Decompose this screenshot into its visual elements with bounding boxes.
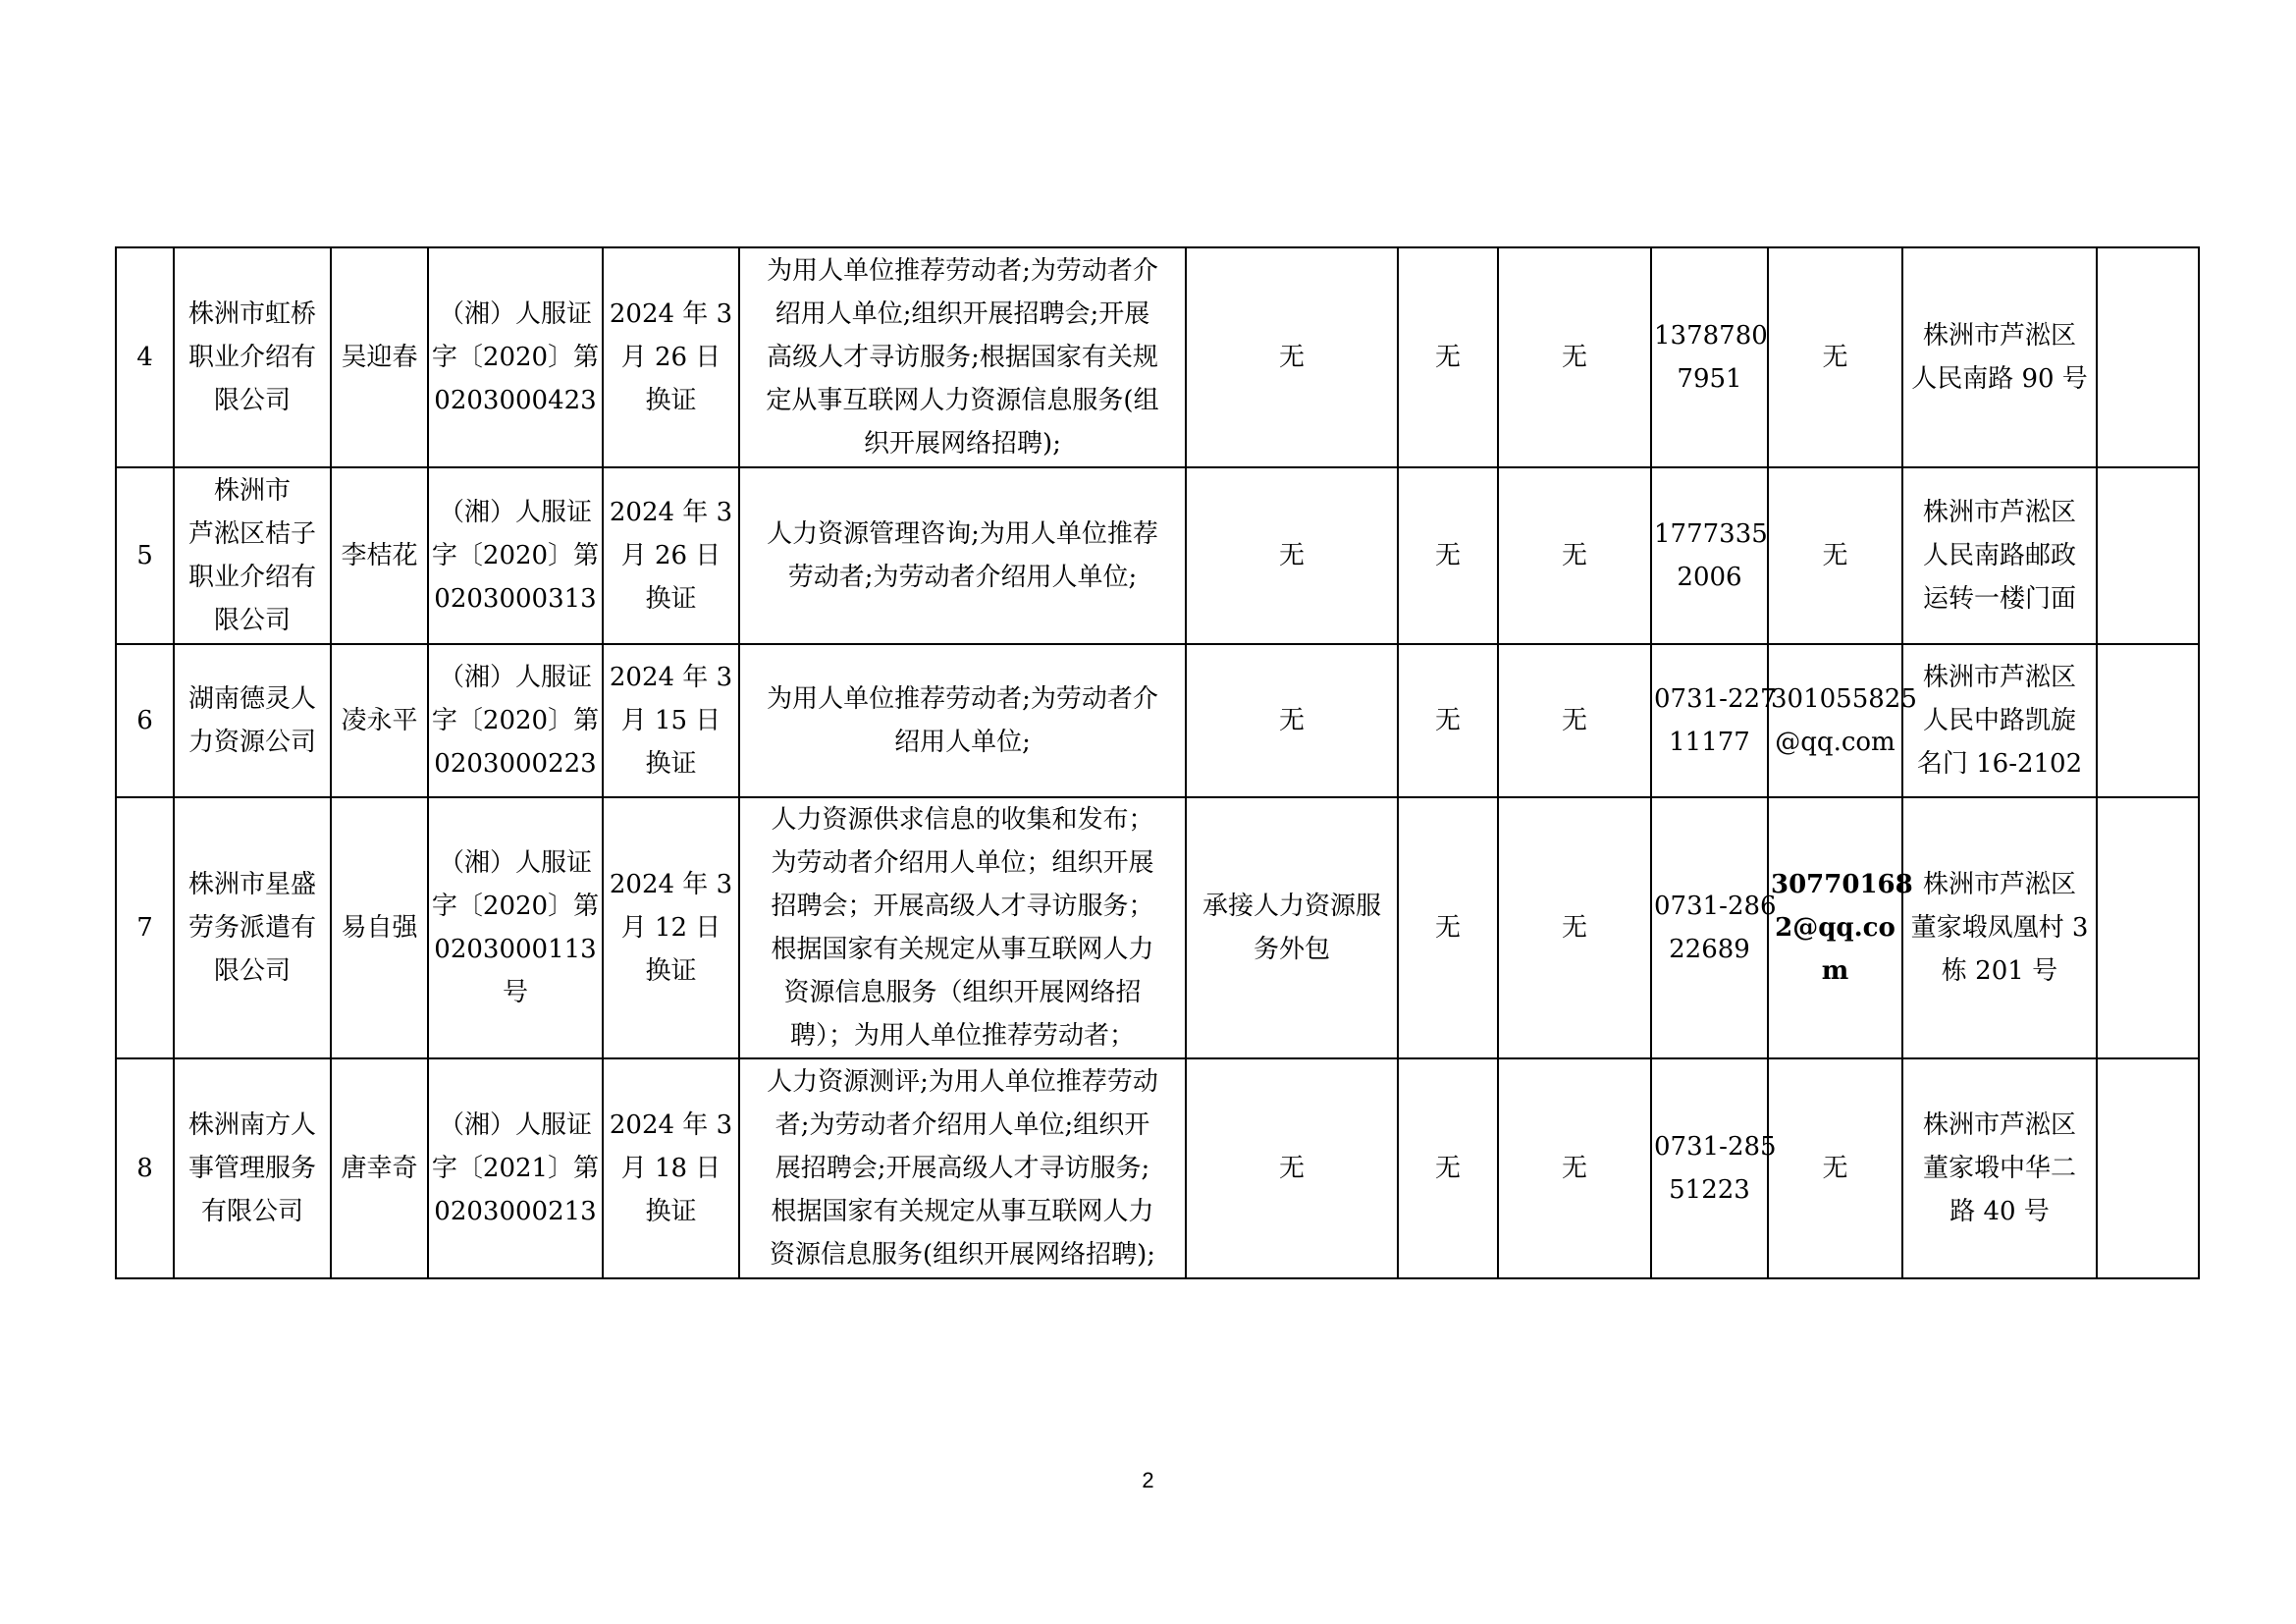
- cell-legal-representative: 易自强: [331, 797, 428, 1058]
- cell-company-name-line: 限公司: [213, 956, 291, 986]
- cell-license-number-line: 字〔2020〕第: [431, 343, 600, 372]
- cell-phone-line: 0731-227: [1654, 684, 1777, 714]
- cell-address-line: 人民南路邮政: [1922, 541, 2076, 570]
- cell-column-9: 无: [1498, 247, 1651, 467]
- cell-license-number-line: 字〔2020〕第: [431, 706, 600, 735]
- cell-company-name-line: 株洲市虹桥: [187, 299, 316, 329]
- cell-address-line: 人民中路凯旋: [1922, 706, 2076, 735]
- cell-other-services: [1186, 467, 1398, 644]
- cell-phone-line: 2006: [1677, 563, 1742, 592]
- cell-index: 7: [116, 797, 174, 1058]
- cell-index: 5: [116, 467, 174, 644]
- table-body: [116, 247, 2199, 1278]
- cell-change-date: [603, 797, 739, 1058]
- cell-company-name-line: 有限公司: [200, 1197, 303, 1226]
- cell-change-date-line: 换证: [645, 1197, 697, 1226]
- cell-company-name-line: 限公司: [213, 386, 291, 415]
- cell-email-line: 30770168: [1771, 870, 1913, 899]
- cell-license-number-line: 0203000423: [434, 386, 597, 415]
- cell-column-9: 无: [1498, 797, 1651, 1058]
- cell-license-number: [428, 644, 603, 797]
- cell-license-number-line: （湘）人服证: [438, 498, 592, 527]
- cell-other-services-line: 无: [1278, 541, 1305, 570]
- cell-business-scope-line: 者;为劳动者介绍用人单位;组织开: [774, 1110, 1150, 1140]
- cell-address-line: 栋 201 号: [1941, 956, 2058, 986]
- cell-company-name-line: 限公司: [213, 606, 291, 635]
- cell-remark: [2097, 1058, 2199, 1278]
- cell-company-name-line: 株洲南方人: [187, 1110, 316, 1140]
- cell-index: 4: [116, 247, 174, 467]
- cell-company-name-line: 湖南德灵人: [187, 684, 316, 714]
- cell-address-line: 株洲市芦淞区: [1922, 663, 2076, 692]
- cell-company-name-line: 劳务派遣有: [187, 913, 316, 943]
- cell-email: [1768, 797, 1913, 1058]
- cell-license-number-line: 0203000223: [434, 749, 597, 779]
- cell-license-number-line: 字〔2020〕第: [431, 892, 600, 921]
- cell-company-name-line: 芦淞区桔子: [187, 519, 316, 549]
- cell-index: 8: [116, 1058, 174, 1278]
- cell-email: [1768, 644, 1917, 797]
- cell-company-name-line: 事管理服务: [187, 1154, 316, 1183]
- cell-business-scope: [739, 797, 1186, 1058]
- cell-address-line: 株洲市芦淞区: [1922, 321, 2076, 351]
- cell-change-date-line: 换证: [645, 386, 697, 415]
- cell-business-scope-line: 人力资源供求信息的收集和发布；: [771, 805, 1154, 835]
- cell-legal-representative: 唐幸奇: [331, 1058, 428, 1278]
- cell-other-services: [1186, 1058, 1398, 1278]
- table-row: [116, 1058, 2199, 1278]
- cell-change-date-line: 2024 年 3: [609, 299, 733, 329]
- cell-business-scope-line: 织开展网络招聘);: [864, 429, 1061, 459]
- cell-phone-line: 1777335: [1654, 519, 1768, 549]
- cell-address: [1902, 467, 2097, 644]
- cell-change-date-line: 月 15 日: [620, 706, 721, 735]
- cell-index: 6: [116, 644, 174, 797]
- cell-phone: [1651, 644, 1777, 797]
- cell-other-services-line: 务外包: [1253, 935, 1330, 964]
- cell-license-number-line: 字〔2020〕第: [431, 541, 600, 570]
- cell-change-date: [603, 467, 739, 644]
- cell-phone: [1651, 1058, 1777, 1278]
- cell-company-name: [174, 797, 331, 1058]
- cell-other-services: [1186, 644, 1398, 797]
- cell-company-name-line: 职业介绍有: [187, 563, 316, 592]
- cell-business-scope: [739, 247, 1186, 467]
- cell-business-scope-line: 展招聘会;开展高级人才寻访服务;: [774, 1154, 1150, 1183]
- cell-address-line: 株洲市芦淞区: [1922, 498, 2076, 527]
- cell-business-scope-line: 根据国家有关规定从事互联网人力: [771, 935, 1154, 964]
- cell-company-name-line: 株洲市: [213, 476, 291, 506]
- cell-business-scope: [739, 644, 1186, 797]
- cell-change-date-line: 月 18 日: [620, 1154, 721, 1183]
- page-number: 2: [1142, 1468, 1154, 1492]
- cell-change-date-line: 换证: [645, 956, 697, 986]
- cell-email-line: 无: [1822, 1154, 1848, 1183]
- cell-remark: [2097, 644, 2199, 797]
- cell-email: [1768, 247, 1902, 467]
- cell-address-line: 株洲市芦淞区: [1922, 1110, 2076, 1140]
- table-row: [116, 644, 2199, 797]
- cell-license-number: [428, 1058, 603, 1278]
- cell-license-number-line: 字〔2021〕第: [431, 1154, 600, 1183]
- cell-legal-representative: 李桔花: [331, 467, 428, 644]
- agency-registry-table: [115, 246, 2200, 1279]
- cell-business-scope-line: 人力资源测评;为用人单位推荐劳动: [767, 1067, 1158, 1097]
- cell-other-services: [1186, 247, 1398, 467]
- cell-legal-representative: 凌永平: [331, 644, 428, 797]
- cell-phone: [1651, 467, 1768, 644]
- cell-company-name-line: 职业介绍有: [187, 343, 316, 372]
- cell-license-number: [428, 467, 603, 644]
- cell-change-date-line: 月 26 日: [620, 541, 721, 570]
- cell-remark: [2097, 467, 2199, 644]
- cell-phone-line: 7951: [1677, 364, 1742, 394]
- cell-column-8: 无: [1398, 797, 1498, 1058]
- cell-column-9: 无: [1498, 1058, 1651, 1278]
- cell-business-scope-line: 绍用人单位;: [894, 728, 1031, 757]
- cell-business-scope-line: 为用人单位推荐劳动者;为劳动者介: [767, 684, 1158, 714]
- cell-column-9: 无: [1498, 467, 1651, 644]
- cell-address-line: 董家塅中华二: [1922, 1154, 2076, 1183]
- cell-change-date: [603, 644, 739, 797]
- cell-business-scope-line: 高级人才寻访服务;根据国家有关规: [767, 343, 1158, 372]
- cell-business-scope-line: 资源信息服务(组织开展网络招聘);: [769, 1240, 1156, 1270]
- cell-change-date: [603, 247, 739, 467]
- cell-company-name: [174, 1058, 331, 1278]
- cell-change-date-line: 2024 年 3: [609, 663, 733, 692]
- cell-remark: [2097, 247, 2199, 467]
- cell-license-number-line: （湘）人服证: [438, 299, 592, 329]
- cell-change-date-line: 2024 年 3: [609, 498, 733, 527]
- cell-other-services: [1186, 797, 1398, 1058]
- cell-change-date-line: 月 26 日: [620, 343, 721, 372]
- cell-business-scope-line: 为劳动者介绍用人单位；组织开展: [771, 848, 1154, 878]
- cell-column-8: 无: [1398, 247, 1498, 467]
- cell-change-date-line: 月 12 日: [620, 913, 721, 943]
- cell-column-8: 无: [1398, 644, 1498, 797]
- cell-change-date-line: 2024 年 3: [609, 1110, 733, 1140]
- cell-company-name-line: 力资源公司: [187, 728, 316, 757]
- cell-license-number-line: （湘）人服证: [438, 1110, 592, 1140]
- cell-company-name: [174, 644, 331, 797]
- cell-business-scope-line: 定从事互联网人力资源信息服务(组: [766, 386, 1159, 415]
- cell-address: [1902, 644, 2097, 797]
- cell-column-8: 无: [1398, 1058, 1498, 1278]
- cell-email: [1768, 1058, 1902, 1278]
- cell-email: [1768, 467, 1902, 644]
- cell-change-date-line: 换证: [645, 749, 697, 779]
- cell-license-number-line: 号: [502, 978, 528, 1007]
- cell-address: [1902, 247, 2097, 467]
- cell-license-number-line: （湘）人服证: [438, 663, 592, 692]
- cell-address-line: 董家塅凤凰村 3: [1910, 913, 2089, 943]
- cell-license-number-line: 0203000313: [434, 584, 597, 614]
- cell-license-number-line: 0203000113: [434, 935, 597, 964]
- cell-phone: [1651, 247, 1768, 467]
- cell-business-scope-line: 为用人单位推荐劳动者;为劳动者介: [767, 256, 1158, 286]
- cell-company-name-line: 株洲市星盛: [187, 870, 316, 899]
- cell-license-number: [428, 247, 603, 467]
- cell-email-line: 无: [1822, 343, 1848, 372]
- cell-column-8: 无: [1398, 467, 1498, 644]
- cell-remark: [2097, 797, 2199, 1058]
- cell-company-name: [174, 247, 331, 467]
- cell-company-name: [174, 467, 331, 644]
- cell-business-scope: [739, 467, 1186, 644]
- cell-change-date: [603, 1058, 739, 1278]
- table-row: [116, 797, 2199, 1058]
- cell-email-line: 301055825: [1771, 684, 1917, 714]
- cell-business-scope-line: 根据国家有关规定从事互联网人力: [771, 1197, 1154, 1226]
- cell-license-number-line: 0203000213: [434, 1197, 597, 1226]
- cell-phone-line: 22689: [1669, 935, 1750, 964]
- cell-business-scope-line: 招聘会；开展高级人才寻访服务；: [771, 892, 1154, 921]
- cell-address-line: 株洲市芦淞区: [1922, 870, 2076, 899]
- cell-address-line: 运转一楼门面: [1922, 584, 2076, 614]
- cell-business-scope-line: 人力资源管理咨询;为用人单位推荐: [767, 519, 1158, 549]
- cell-phone-line: 0731-285: [1654, 1132, 1777, 1162]
- cell-column-9: 无: [1498, 644, 1651, 797]
- cell-business-scope-line: 聘）；为用人单位推荐劳动者；: [789, 1021, 1135, 1051]
- cell-address-line: 名门 16-2102: [1916, 749, 2083, 779]
- cell-other-services-line: 承接人力资源服: [1201, 892, 1381, 921]
- cell-business-scope-line: 绍用人单位;组织开展招聘会;开展: [774, 299, 1150, 329]
- cell-email-line: m: [1821, 956, 1849, 986]
- cell-other-services-line: 无: [1278, 1154, 1305, 1183]
- cell-phone: [1651, 797, 1777, 1058]
- cell-phone-line: 1378780: [1654, 321, 1768, 351]
- cell-address-line: 路 40 号: [1949, 1197, 2050, 1226]
- cell-phone-line: 11177: [1669, 728, 1750, 757]
- cell-address-line: 人民南路 90 号: [1911, 364, 2088, 394]
- cell-change-date-line: 换证: [645, 584, 697, 614]
- cell-email-line: @qq.com: [1775, 728, 1896, 757]
- cell-change-date-line: 2024 年 3: [609, 870, 733, 899]
- table-row: [116, 247, 2199, 467]
- cell-address: [1902, 1058, 2097, 1278]
- cell-business-scope-line: 劳动者;为劳动者介绍用人单位;: [787, 563, 1138, 592]
- cell-legal-representative: 吴迎春: [331, 247, 428, 467]
- cell-address: [1902, 797, 2097, 1058]
- cell-license-number-line: （湘）人服证: [438, 848, 592, 878]
- cell-business-scope-line: 资源信息服务（组织开展网络招: [783, 978, 1142, 1007]
- cell-other-services-line: 无: [1278, 343, 1305, 372]
- cell-phone-line: 0731-286: [1654, 892, 1777, 921]
- cell-business-scope: [739, 1058, 1186, 1278]
- cell-license-number: [428, 797, 603, 1058]
- cell-other-services-line: 无: [1278, 706, 1305, 735]
- cell-phone-line: 51223: [1669, 1175, 1750, 1205]
- cell-email-line: 无: [1822, 541, 1848, 570]
- cell-email-line: 2@qq.co: [1775, 913, 1896, 943]
- table-row: [116, 467, 2199, 644]
